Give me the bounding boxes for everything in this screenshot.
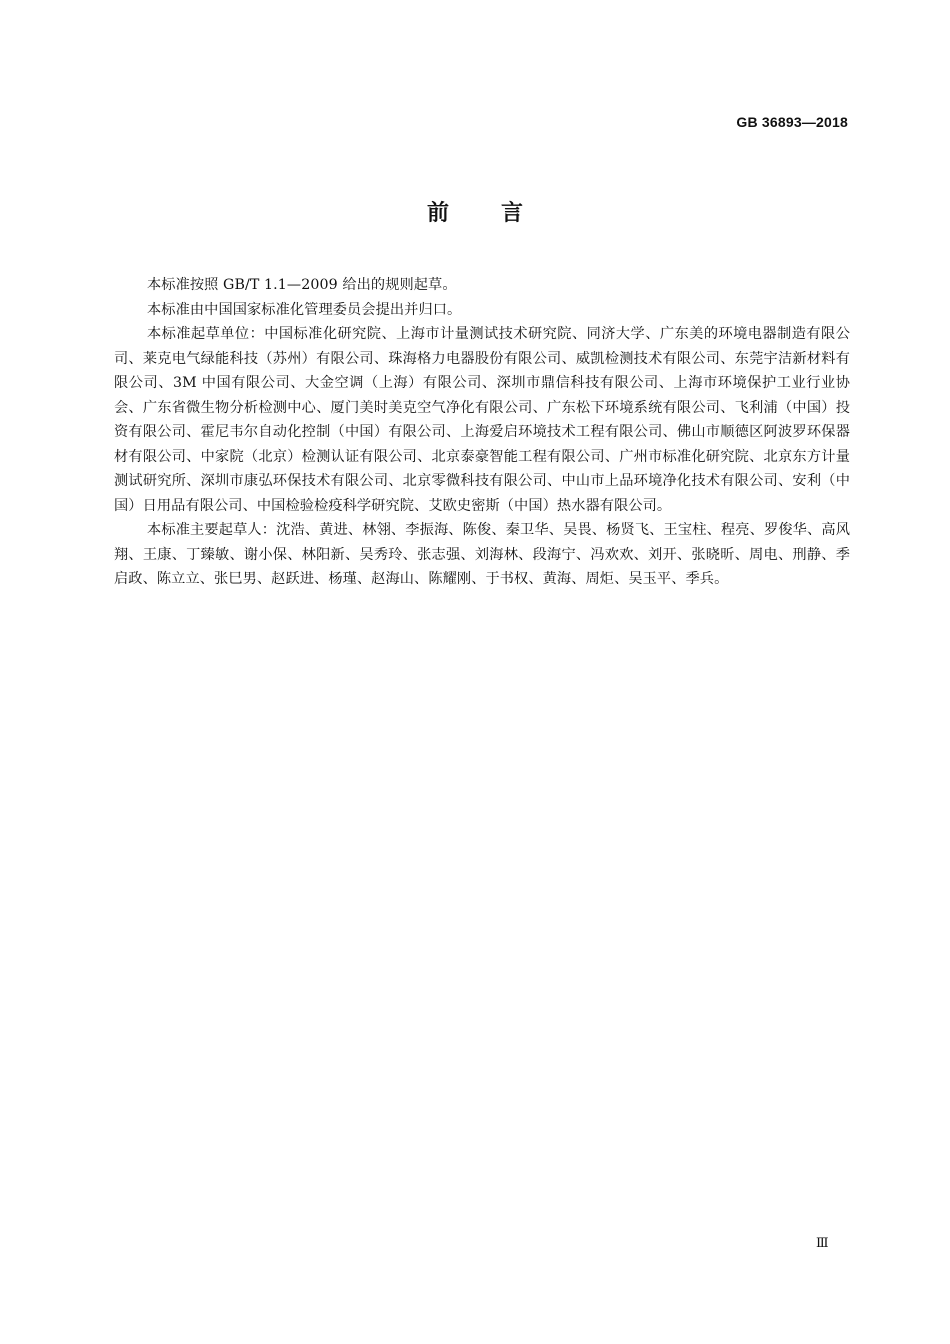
paragraph-proposer: 本标准由中国国家标准化管理委员会提出并归口。	[147, 301, 462, 318]
standard-code: GB 36893—2018	[736, 114, 848, 130]
document-body	[114, 273, 850, 592]
paragraph-drafting-units: 本标准起草单位：中国标准化研究院、上海市计量测试技术研究院、同济大学、广东美的环境电器制造有限公司、莱克电气绿能科技（苏州）有限公司、珠海格力电器股份有限公司、威凯检测技术有限公司、东莞宇洁新材料有限公司、3M 中国有限公司、大金空调（上海）有限公司、深圳市鼎信科技有限公司、上海市环境保护工业行业协会、广东省微生物分析检测中心、厦门美时美克空气净化有限公司、广东松下环境系统有限公司、飞利浦（中国）投资有限公司、霍尼韦尔自动化控制（中国）有限公司、上海爱启环境技术工程有限公司、佛山市顺德区阿波罗环保器材有限公司、中家院（北京）检测认证有限公司、北京泰豪智能工程有限公司、广州市标准化研究院、北京东方计量测试研究所、深圳市康弘环保技术有限公司、北京零微科技有限公司、中山市上品环境净化技术有限公司、安利（中国）日用品有限公司、中国检验检疫科学研究院、艾欧史密斯（中国）热水器有限公司。	[114, 326, 850, 514]
page-title: 前言	[426, 201, 575, 226]
page-number: Ⅲ	[815, 1236, 829, 1251]
paragraph-main-drafters: 本标准主要起草人：沈浩、黄进、林翎、李振海、陈俊、秦卫华、吴畏、杨贤飞、王宝柱、程亮、罗俊华、高风翔、王康、丁臻敏、谢小保、林阳新、吴秀玲、张志强、刘海林、段海宁、冯欢欢、刘开、张晓昕、周电、刑静、季启政、陈立立、张巳男、赵跃进、杨瑾、赵海山、陈耀刚、于书权、黄海、周炬、吴玉平、季兵。	[114, 522, 850, 587]
paragraph-drafting-rules: 本标准按照 GB/T 1.1—2009 给出的规则起草。	[147, 277, 457, 293]
